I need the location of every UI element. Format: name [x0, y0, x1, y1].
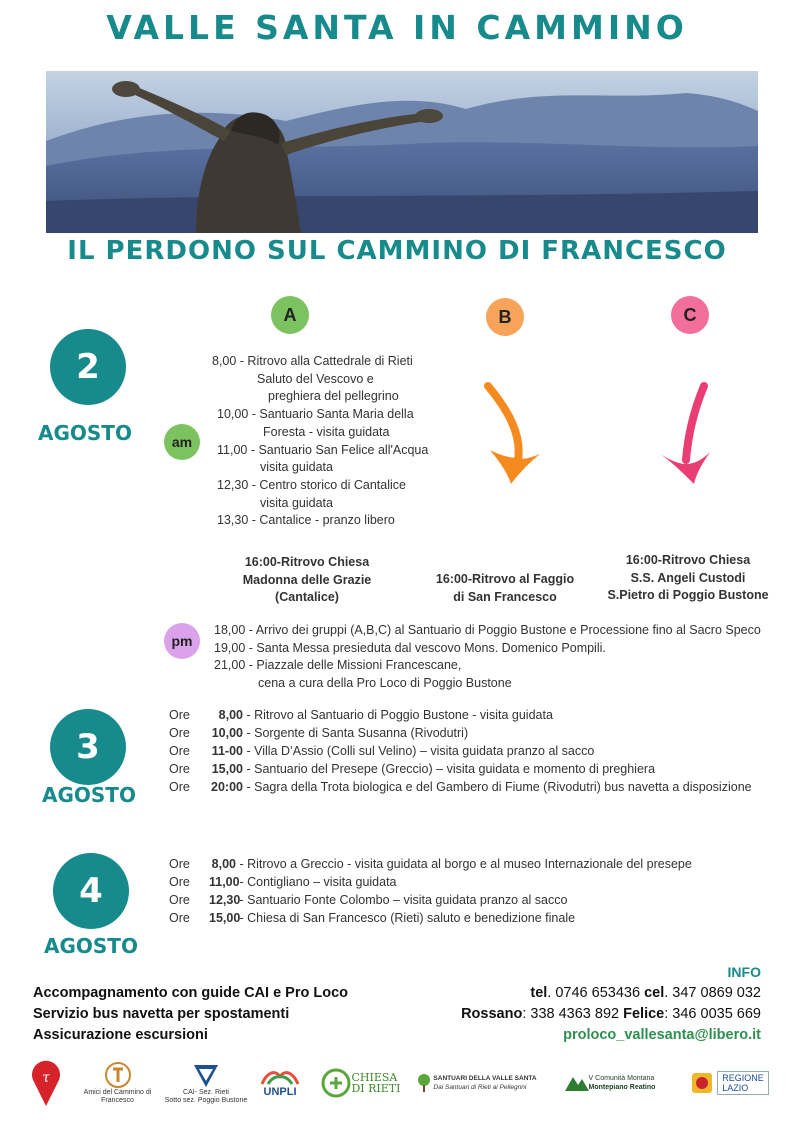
schedule-row [169, 706, 752, 724]
day-2-badge: 2 [50, 329, 126, 405]
meeting-line: 16:00-Ritrovo al Faggio [435, 572, 575, 586]
santuari-text-1: SANTUARI DELLA VALLE SANTA [433, 1075, 537, 1082]
tree-icon [415, 1073, 433, 1093]
cammino-logo [28, 1058, 64, 1108]
info-label: INFO [727, 964, 761, 980]
email-link[interactable]: proloco_vallesanta@libero.it [563, 1027, 761, 1043]
comunita-text-1: V Comunità Montana [588, 1075, 655, 1082]
time-label: 11,00 [209, 875, 240, 889]
schedule-line: 18,00 - Arrivo dei gruppi (A,B,C) al Santuario di Poggio Bustone e Processione fino al Sacro Speco [214, 623, 761, 637]
day-3-month: AGOSTO [42, 783, 136, 807]
time-label: 10,00 [211, 726, 243, 740]
day-2-am-schedule [212, 353, 452, 530]
cel-number: . 347 0869 032 [664, 985, 761, 1001]
cai-emblem-icon [191, 1061, 221, 1089]
activity-text: - Santuario Fonte Colombo – visita guidata pranzo al sacco [236, 893, 568, 907]
ore-label: Ore [169, 708, 190, 722]
regione-logo-text [717, 1071, 769, 1095]
chiesa-rieti-logo [320, 1058, 402, 1108]
rossano-label: Rossano [461, 1006, 523, 1022]
unpli-emblem-icon [258, 1068, 302, 1086]
schedule-line: 13,30 - Cantalice - pranzo libero [217, 513, 395, 528]
time-label: 8,00 [218, 708, 243, 722]
phone-line [401, 983, 761, 1004]
amici-cammino-logo [70, 1058, 165, 1108]
activity-text: - Contigliano – visita guidata [236, 875, 397, 889]
cai-logo [164, 1058, 248, 1108]
tel-number: . 0746 653436 [547, 985, 645, 1001]
service-item: Servizio bus navetta per spostamenti [33, 1006, 290, 1022]
regione-text-2: LAZIO [722, 1083, 749, 1093]
day-2-month: AGOSTO [38, 421, 132, 445]
comunita-text-2: Montepiano Reatino [588, 1084, 656, 1091]
arrow-down-icon-c [654, 380, 718, 488]
amici-emblem-icon [104, 1061, 132, 1089]
activity-text: - Ritrovo al Santuario di Poggio Bustone - visita guidata [243, 708, 553, 722]
santuari-logo-text [433, 1074, 536, 1092]
ore-label: Ore [169, 857, 190, 871]
pm-badge: pm [164, 623, 200, 659]
amici-logo-text: Amici del Cammino di Francesco [83, 1089, 152, 1104]
santuari-text-2: Dai Santuari di Rieti ai Pellegrini [433, 1084, 527, 1091]
chiesa-logo-text [351, 1072, 400, 1094]
ore-label: Ore [169, 762, 190, 776]
schedule-row [169, 742, 752, 760]
time-label: 8,00 [211, 857, 236, 871]
am-badge: am [164, 424, 200, 460]
schedule-line: preghiera del pellegrino [268, 389, 399, 404]
meeting-point-b [420, 571, 590, 606]
statue-landscape-image [46, 71, 758, 233]
activity-text: - Sagra della Trota biologica e del Gambero di Fiume (Rivodutri) bus navetta a disposizione [243, 780, 752, 794]
meeting-line: Madonna delle Grazie [242, 572, 372, 587]
schedule-row [169, 778, 752, 796]
schedule-line: 19,00 - Santa Messa presieduta dal vescovo Mons. Domenico Pompili. [214, 640, 606, 655]
meeting-point-c [598, 552, 778, 605]
chiesa-text-2: DI RIETI [351, 1082, 401, 1095]
activity-text: - Ritrovo a Greccio - visita guidata al borgo e al museo Internazionale del presepe [236, 857, 692, 871]
schedule-line: 21,00 - Piazzale delle Missioni Francescane, [214, 658, 462, 673]
column-badge-b: B [486, 298, 524, 336]
service-item: Accompagnamento con guide CAI e Pro Loco [33, 985, 349, 1001]
rossano-number: : 338 4363 892 [522, 1006, 624, 1022]
contact-info [401, 962, 761, 1046]
page-subtitle: IL PERDONO SUL CAMMINO DI FRANCESCO [67, 236, 727, 266]
contacts-line [401, 1004, 761, 1025]
svg-text:τ: τ [42, 1070, 50, 1086]
arrow-down-icon-b [478, 380, 548, 492]
regione-emblem-icon [691, 1072, 713, 1094]
schedule-line: 8,00 - Ritrovo alla Cattedrale di Rieti [212, 354, 413, 368]
ore-label: Ore [169, 744, 190, 758]
schedule-line: visita guidata [260, 460, 333, 475]
time-label: 20:00 [211, 780, 243, 794]
schedule-line: cena a cura della Pro Loco di Poggio Bustone [258, 676, 512, 691]
regione-text-1: REGIONE [722, 1073, 764, 1083]
column-badge-a: A [271, 296, 309, 334]
schedule-line: 10,00 - Santuario Santa Maria della [217, 407, 414, 422]
meeting-point-a [232, 554, 382, 607]
meeting-line: (Cantalice) [275, 590, 339, 605]
schedule-line: Foresta - visita guidata [263, 424, 390, 439]
schedule-line: 12,30 - Centro storico di Cantalice [217, 477, 406, 492]
time-label: 12,30 [209, 893, 241, 907]
day-4-badge: 4 [53, 853, 129, 929]
day-3-badge: 3 [50, 709, 126, 785]
schedule-row [169, 909, 692, 927]
ore-label: Ore [169, 911, 190, 925]
schedule-row [169, 855, 692, 873]
regione-lazio-logo [682, 1058, 778, 1108]
column-badge-c: C [671, 296, 709, 334]
meeting-line: S.S. Angeli Custodi [630, 570, 746, 585]
time-label: 15,00 [211, 762, 243, 776]
schedule-row [169, 724, 752, 742]
cai-logo-text: CAI- Sez. Rieti Sotto sez. Poggio Bustone [164, 1089, 248, 1104]
ore-label: Ore [169, 875, 190, 889]
meeting-line: 16:00-Ritrovo Chiesa [625, 553, 751, 567]
tau-icon [31, 1060, 61, 1106]
hero-image [46, 71, 758, 233]
schedule-line: 11,00 - Santuario San Felice all'Acqua [217, 442, 429, 457]
day-4-schedule [169, 855, 692, 927]
unpli-logo [254, 1058, 306, 1108]
meeting-line: 16:00-Ritrovo Chiesa [244, 555, 370, 569]
schedule-row [169, 760, 752, 778]
activity-text: - Chiesa di San Francesco (Rieti) saluto e benedizione finale [236, 911, 576, 925]
felice-number: : 346 0035 669 [664, 1006, 761, 1022]
activity-text: - Sorgente di Santa Susanna (Rivodutri) [243, 726, 469, 740]
meeting-line: S.Pietro di Poggio Bustone [607, 588, 769, 603]
schedule-row [169, 891, 692, 909]
time-label: 15,00 [209, 911, 241, 925]
felice-label: Felice [623, 1006, 665, 1022]
day-2-pm-schedule [214, 622, 794, 693]
meeting-line: di San Francesco [453, 589, 557, 604]
service-item: Assicurazione escursioni [33, 1027, 208, 1043]
time-label: 11-00 [211, 744, 243, 758]
comunita-logo-text [589, 1074, 656, 1092]
activity-text: - Santuario del Presepe (Greccio) – visita guidata e momento di preghiera [243, 762, 656, 776]
tel-label: tel [530, 985, 548, 1001]
chiesa-emblem-icon [321, 1068, 351, 1098]
schedule-line: visita guidata [260, 495, 333, 510]
mountain-icon [565, 1073, 589, 1093]
day-4-month: AGOSTO [44, 934, 138, 958]
day-3-schedule [169, 706, 752, 796]
activity-text: - Villa D’Assio (Colli sul Velino) – visita guidata pranzo al sacco [243, 744, 595, 758]
cel-label: cel [644, 985, 665, 1001]
ore-label: Ore [169, 726, 190, 740]
schedule-line: Saluto del Vescovo e [257, 371, 374, 386]
unpli-logo-text: UNPLI [263, 1086, 297, 1098]
schedule-row [169, 873, 692, 891]
ore-label: Ore [169, 893, 190, 907]
ore-label: Ore [169, 780, 190, 794]
santuari-logo [410, 1058, 542, 1108]
chiesa-text-1: CHIESA [351, 1071, 398, 1084]
comunita-montana-logo [556, 1058, 664, 1108]
page-title: VALLE SANTA IN CAMMINO [106, 8, 688, 47]
services-list [33, 983, 348, 1046]
